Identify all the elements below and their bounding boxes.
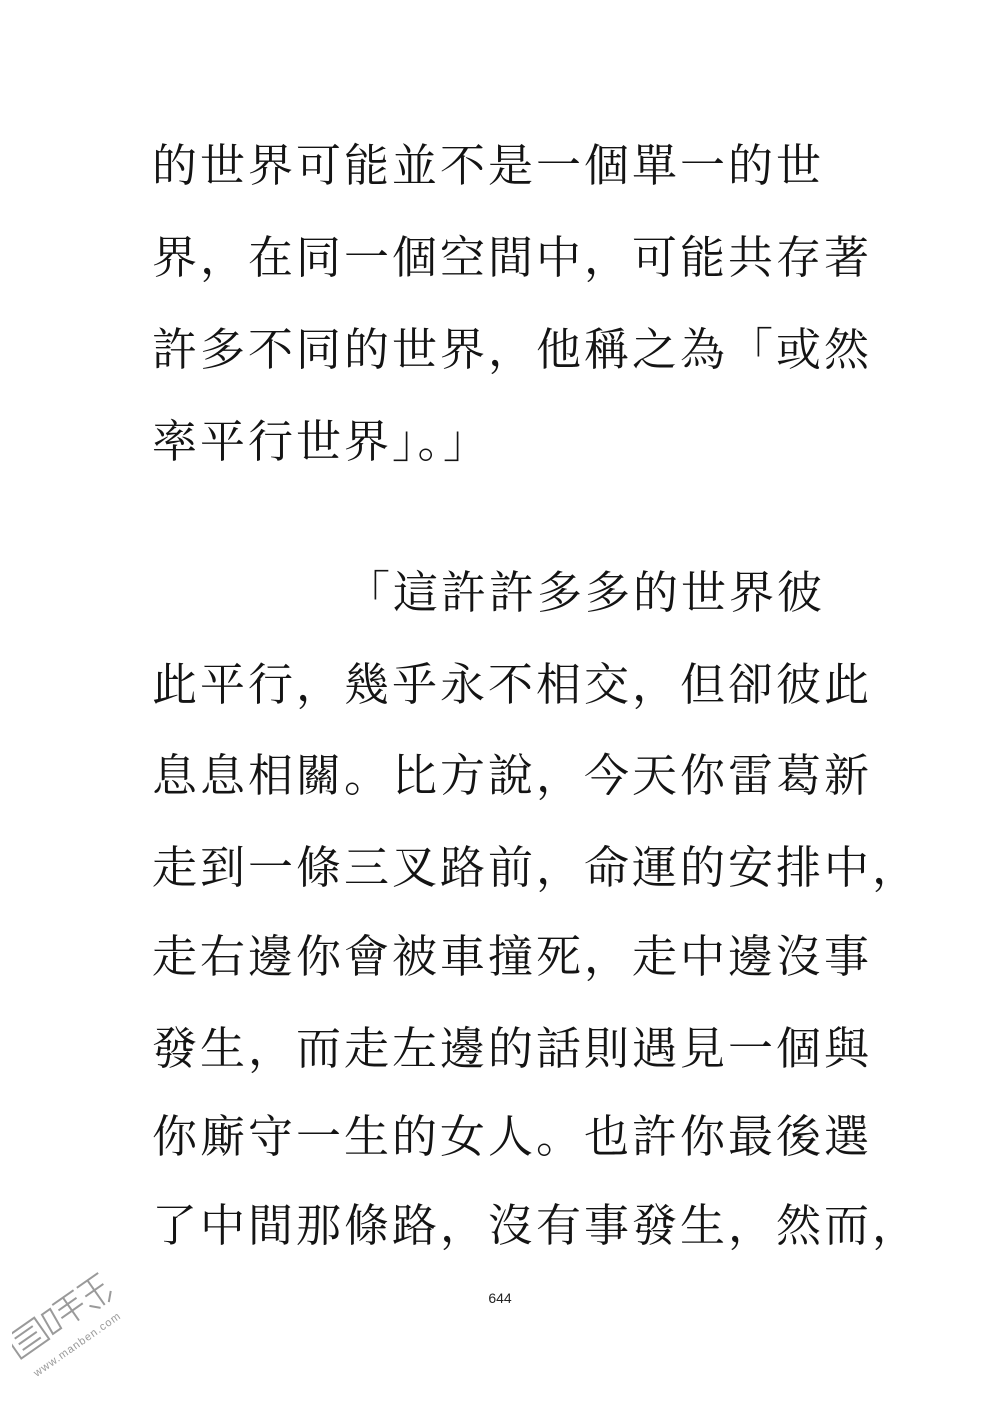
svg-text:www.manben.com: www.manben.com xyxy=(31,1310,124,1380)
text-line: 「這許許多多的世界彼 xyxy=(345,566,826,619)
text-line: 走到一條三叉路前，命運的安排中， xyxy=(152,841,921,894)
text-line: 此平行，幾乎永不相交，但卻彼此 xyxy=(152,658,873,711)
text-line: 發生，而走左邊的話則遇見一個與 xyxy=(152,1022,873,1075)
manben-watermark-logo xyxy=(12,1262,162,1402)
text-line: 率平行世界」。」 xyxy=(152,415,492,468)
text-line: 許多不同的世界，他稱之為「或然 xyxy=(152,323,873,376)
text-line: 的世界可能並不是一個單一的世 xyxy=(152,139,825,192)
text-line: 走右邊你會被車撞死，走中邊沒事 xyxy=(152,930,873,983)
text-line: 息息相關。比方說，今天你雷葛新 xyxy=(152,749,873,802)
text-line: 你廝守一生的女人。也許你最後選 xyxy=(152,1110,873,1163)
text-line: 界，在同一個空間中，可能共存著 xyxy=(152,231,873,284)
text-line: 了中間那條路，沒有事發生，然而， xyxy=(152,1199,921,1252)
page-number: 644 xyxy=(488,1290,512,1306)
